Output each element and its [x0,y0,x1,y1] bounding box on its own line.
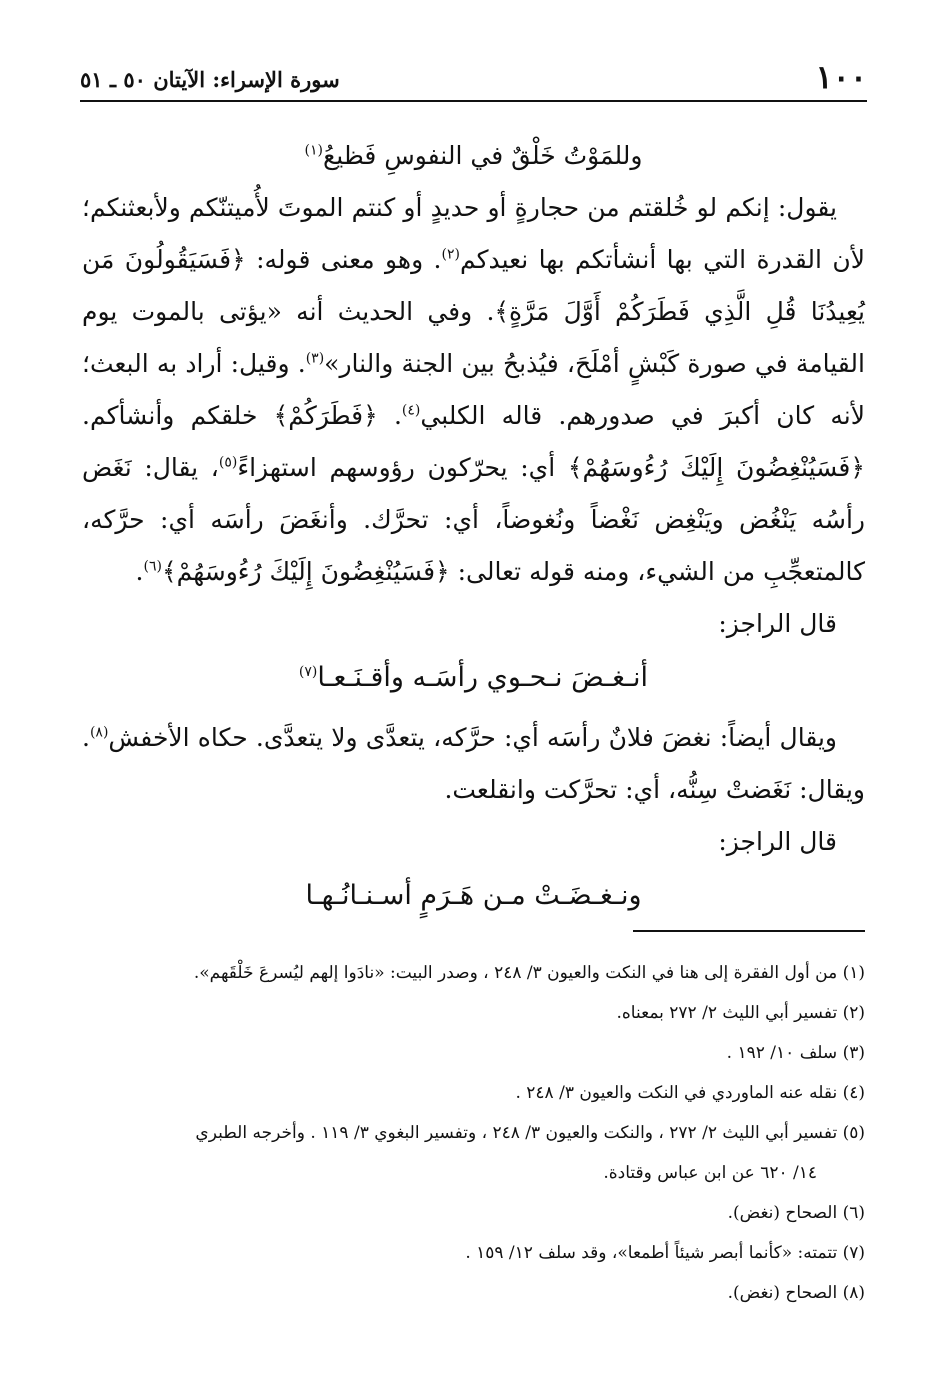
footnote-ref: (٤) [401,402,421,419]
text-run: يقول: إنكم لو خُلقتم من حجارةٍ أو حديدٍ أو كنتم الموتَ لأُميتنّكم ولأبعثنكم؛ لأن القدرة التي بها أنشأتكم بها نعيدكم [82,193,865,274]
footnote: (٥) تفسير أبي الليث ٢/ ٢٧٢ ، والنكت والعيون ٣/ ٢٤٨ ، وتفسير البغوي ٣/ ١١٩ . وأخرجه الطبري [195,1123,865,1143]
footnote-ref: (٨) [89,724,109,741]
footnote-ref: (٢) [441,246,460,263]
text-run: . وفي الحديث أنه «يؤتى بالموت يوم القيامة في صورة كَبْشٍ أمْلَحَ، فيُذبحُ بين الجنة والنار» [82,297,865,378]
footnote-ref: (١) [304,142,323,159]
text-run: أي: يحرّكون رؤوسهم استهزاءً [237,453,568,482]
footnote-ref: (٧) [298,664,318,680]
footnotes [82,953,865,1313]
text-run: . ويقال: نَغَضتْ سِنُّه، أي: تحرَّكت وانقلعت. [82,723,865,804]
surah-title: سورة الإسراء: الآيتان ٥٠ ـ ٥١ [80,67,340,92]
footnote-divider [633,930,865,932]
quran-quote: ﴿فَسَيَقُولُونَ مَن يُعِيدُنَا قُلِ الَّذِي فَطَرَكُمْ أَوَّلَ مَرَّةٍ﴾ [82,245,865,326]
commentary-paragraph [82,712,865,816]
quran-quote: ﴿فَسَيُنْغِضُونَ إِلَيْكَ رُءُوسَهُمْ﴾ [161,557,450,586]
main-text [82,130,865,930]
footnote: (٧) تتمته: «كأنما أبصر شيئاً أطمعا»، وقد سلف ١٢/ ١٥٩ . [465,1243,865,1263]
poet-label: قال الراجز: [718,609,837,638]
verse-text: وللمَوْتُ خَلْقٌ في النفوسِ فَظيعُ [322,141,643,170]
text-run: . وهو معنى قوله: [245,245,442,274]
poetry-verse [82,870,865,922]
verse-text: ونـغـضَـتْ مـن هَـرَمٍ أسـنـانُـهـا [305,880,642,911]
footnote-ref: (٣) [305,350,325,367]
quran-quote: ﴿فَسَيُنْغِضُونَ إِلَيْكَ رُءُوسَهُمْ﴾ [567,453,866,482]
quran-quote: ﴿فَطَرَكُمْ﴾ [273,401,378,430]
text-run: ويقال أيضاً: نغضَ فلانٌ رأسَه أي: حرَّكه، يتعدَّى ولا يتعدَّى. حكاه الأخفش [108,723,837,752]
footnote: (٦) الصحاح (نغض). [727,1203,865,1223]
footnote: (٣) سلف ١٠/ ١٩٢ . [726,1043,865,1063]
footnote-ref: (٥) [218,454,238,471]
text-run: خلقكم وأنشأكم. [82,401,274,430]
footnote: (٤) نقله عنه الماوردي في النكت والعيون ٣/ ٢٤٨ . [515,1083,865,1103]
text-run: . [377,401,402,430]
footnote: (٢) تفسير أبي الليث ٢/ ٢٧٢ بمعناه. [616,1003,865,1023]
footnote-continuation: ١٤/ ٦٢٠ عن ابن عباس وقتادة. [603,1163,817,1183]
running-header [80,55,867,102]
poetry-verse [82,652,865,704]
footnote: (١) من أول الفقرة إلى هنا في النكت والعيون ٣/ ٢٤٨ ، وصدر البيت: «نادَوا إلهم ليُسرعَ خَلْقَهم». [193,963,865,983]
verse-text: أنـغـضَ نـحـوي رأسَـه وأقـنَـعـا [317,662,649,693]
poetry-verse [82,130,865,182]
text-run: . وقيل: أراد به البعث؛ لأنه كان أكبرَ في صدورهم. قاله الكلبي [82,349,865,430]
footnote-ref: (٦) [143,558,162,575]
text-run: . [135,557,144,586]
footnote: (٨) الصحاح (نغض). [727,1283,865,1303]
commentary-paragraph [82,182,865,598]
poet-label: قال الراجز: [718,827,837,856]
text-run: ، يقال: نَغَض رأسُه يَنْغُض ويَنْغِض نَغْضاً ونُغوضاً، أي: تحرَّك. وأنغَضَ رأسَه أي: حرَّكه، كالمتعجِّبِ من الشيء، ومنه قوله تعالى: [82,453,865,586]
page-number: ١٠٠ [815,58,867,96]
